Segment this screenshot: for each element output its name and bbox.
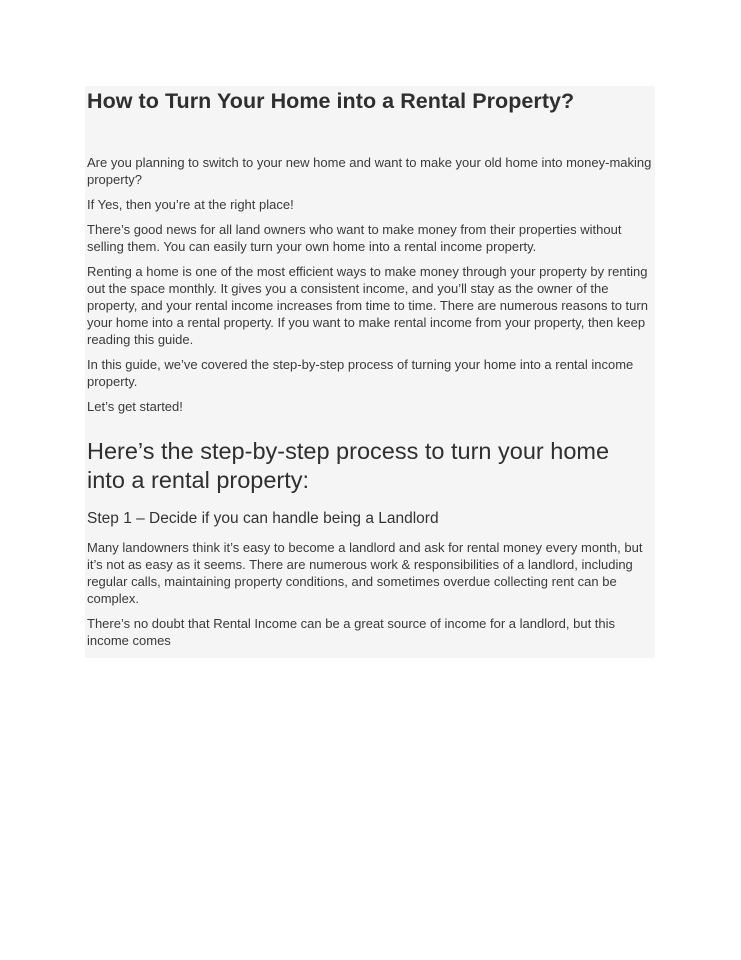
intro-paragraph: Let’s get started! (87, 399, 183, 414)
article-body (87, 86, 653, 657)
intro-section (87, 154, 653, 415)
intro-paragraph: Are you planning to switch to your new home and want to make your old home into money-making property? (87, 155, 652, 187)
article-title: How to Turn Your Home into a Rental Property? (87, 89, 575, 113)
step1-paragraph: There’s no doubt that Rental Income can be a great source of income for a landlord, but this income comes (87, 616, 616, 648)
intro-paragraph: If Yes, then you’re at the right place! (87, 197, 294, 212)
intro-paragraph: There’s good news for all land owners who want to make money from their properties without selling them. You can easily turn your own home into a rental income property. (87, 222, 622, 254)
intro-paragraph: In this guide, we’ve covered the step-by-step process of turning your home into a rental income property. (87, 357, 634, 389)
article-content (85, 86, 655, 658)
step1-heading: Step 1 – Decide if you can handle being a Landlord (87, 510, 439, 527)
step1-paragraph: Many landowners think it’s easy to become a landlord and ask for rental money every month, but it’s not as easy as it seems. There are numerous work & responsibilities of a landlord, including regular calls, maintaining property conditions, and sometimes overdue collecting rent can be complex. (87, 540, 643, 606)
section-heading: Here’s the step-by-step process to turn your home into a rental property: (87, 438, 610, 493)
intro-paragraph: Renting a home is one of the most efficient ways to make money through your property by renting out the space monthly. It gives you a consistent income, and you’ll stay as the owner of the property, and your rental income increases from time to time. There are numerous reasons to turn your home into a rental property. If you want to make rental income from your property, then keep reading this guide. (87, 264, 648, 347)
